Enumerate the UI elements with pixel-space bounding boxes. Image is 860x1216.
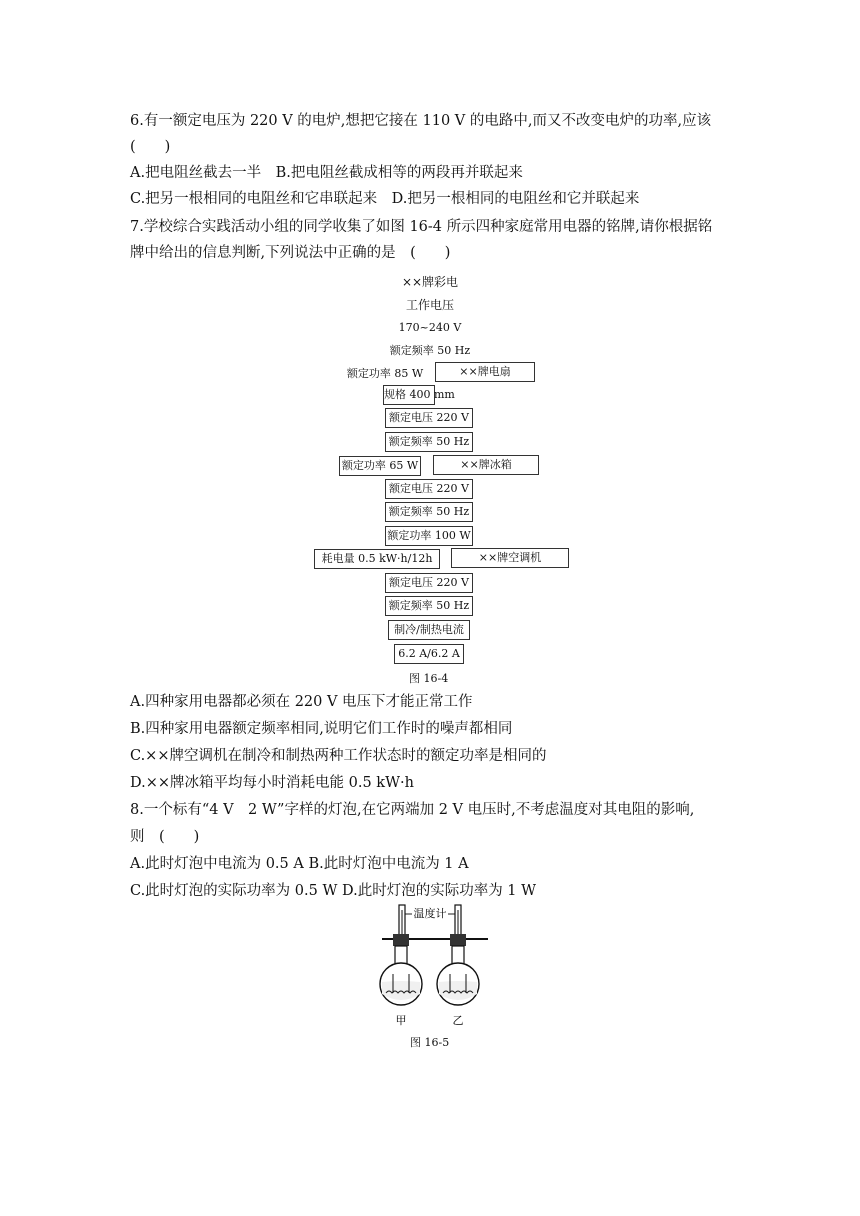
fridge-title: ××牌冰箱 bbox=[433, 455, 539, 475]
ac-current-value: 6.2 A/6.2 A bbox=[394, 644, 464, 664]
q8-options-ab: A.此时灯泡中电流为 0.5 A B.此时灯泡中电流为 1 A bbox=[130, 856, 469, 872]
ac-title: ××牌空调机 bbox=[451, 548, 569, 568]
q8-stem-line2: 则 ( ) bbox=[130, 829, 200, 845]
fridge-voltage: 额定电压 220 V bbox=[385, 479, 473, 499]
q8-stem-line1: 8.一个标有“4 V 2 W”字样的灯泡,在它两端加 2 V 电压时,不考虑温度对其电阻的影响, bbox=[130, 802, 695, 818]
fan-frequency: 额定频率 50 Hz bbox=[385, 432, 473, 452]
q6-answer-blank: ( ) bbox=[130, 139, 171, 155]
q7-option-d: D.××牌冰箱平均每小时消耗电能 0.5 kW·h bbox=[130, 775, 414, 791]
tv-voltage-label: 工作电压 bbox=[405, 298, 454, 312]
right-flask bbox=[437, 934, 479, 1005]
ac-voltage: 额定电压 220 V bbox=[385, 573, 473, 593]
q7-stem-line2: 牌中给出的信息判断,下列说法中正确的是 ( ) bbox=[130, 245, 451, 261]
fan-spec: 规格 400 mm bbox=[383, 385, 435, 405]
label-yi: 乙 bbox=[452, 1014, 464, 1027]
ac-frequency: 额定频率 50 Hz bbox=[385, 596, 473, 616]
tv-voltage-value: 170~240 V bbox=[398, 321, 462, 334]
q7-stem-line1: 7.学校综合实践活动小组的同学收集了如图 16-4 所示四种家庭常用电器的铭牌,请你根据铭 bbox=[130, 219, 713, 235]
tv-frequency: 额定频率 50 Hz bbox=[389, 344, 471, 357]
fridge-power: 额定功率 100 W bbox=[385, 526, 473, 546]
thermometer-label: 温度计 bbox=[413, 907, 447, 920]
tv-title: ××牌彩电 bbox=[401, 275, 459, 289]
fan-voltage: 额定电压 220 V bbox=[385, 408, 473, 428]
tv-power: 额定功率 85 W bbox=[346, 367, 424, 380]
q7-option-b: B.四种家用电器额定频率相同,说明它们工作时的噪声都相同 bbox=[130, 721, 513, 737]
fan-power: 额定功率 65 W bbox=[339, 456, 421, 476]
ac-current-label: 制冷/制热电流 bbox=[388, 620, 470, 640]
q7-option-a: A.四种家用电器都必须在 220 V 电压下才能正常工作 bbox=[130, 694, 473, 710]
fridge-consumption: 耗电量 0.5 kW·h/12h bbox=[314, 549, 440, 569]
q6-stem: 6.有一额定电压为 220 V 的电炉,想把它接在 110 V 的电路中,而又不改变电炉的功率,应该 bbox=[130, 113, 712, 129]
q6-options-ab: A.把电阻丝截去一半 B.把电阻丝截成相等的两段再并联起来 bbox=[130, 165, 523, 181]
q8-options-cd: C.此时灯泡的实际功率为 0.5 W D.此时灯泡的实际功率为 1 W bbox=[130, 883, 537, 899]
label-jia: 甲 bbox=[395, 1014, 407, 1027]
figure-16-4-caption: 图 16-4 bbox=[409, 672, 449, 685]
fridge-frequency: 额定频率 50 Hz bbox=[385, 502, 473, 522]
q7-option-c: C.××牌空调机在制冷和制热两种工作状态时的额定功率是相同的 bbox=[130, 748, 547, 764]
left-flask bbox=[380, 934, 422, 1005]
figure-16-5 bbox=[370, 902, 500, 1032]
q6-options-cd: C.把另一根相同的电阻丝和它串联起来 D.把另一根相同的电阻丝和它并联起来 bbox=[130, 191, 640, 207]
figure-16-5-caption: 图 16-5 bbox=[410, 1036, 450, 1049]
fan-title: ××牌电扇 bbox=[435, 362, 535, 382]
